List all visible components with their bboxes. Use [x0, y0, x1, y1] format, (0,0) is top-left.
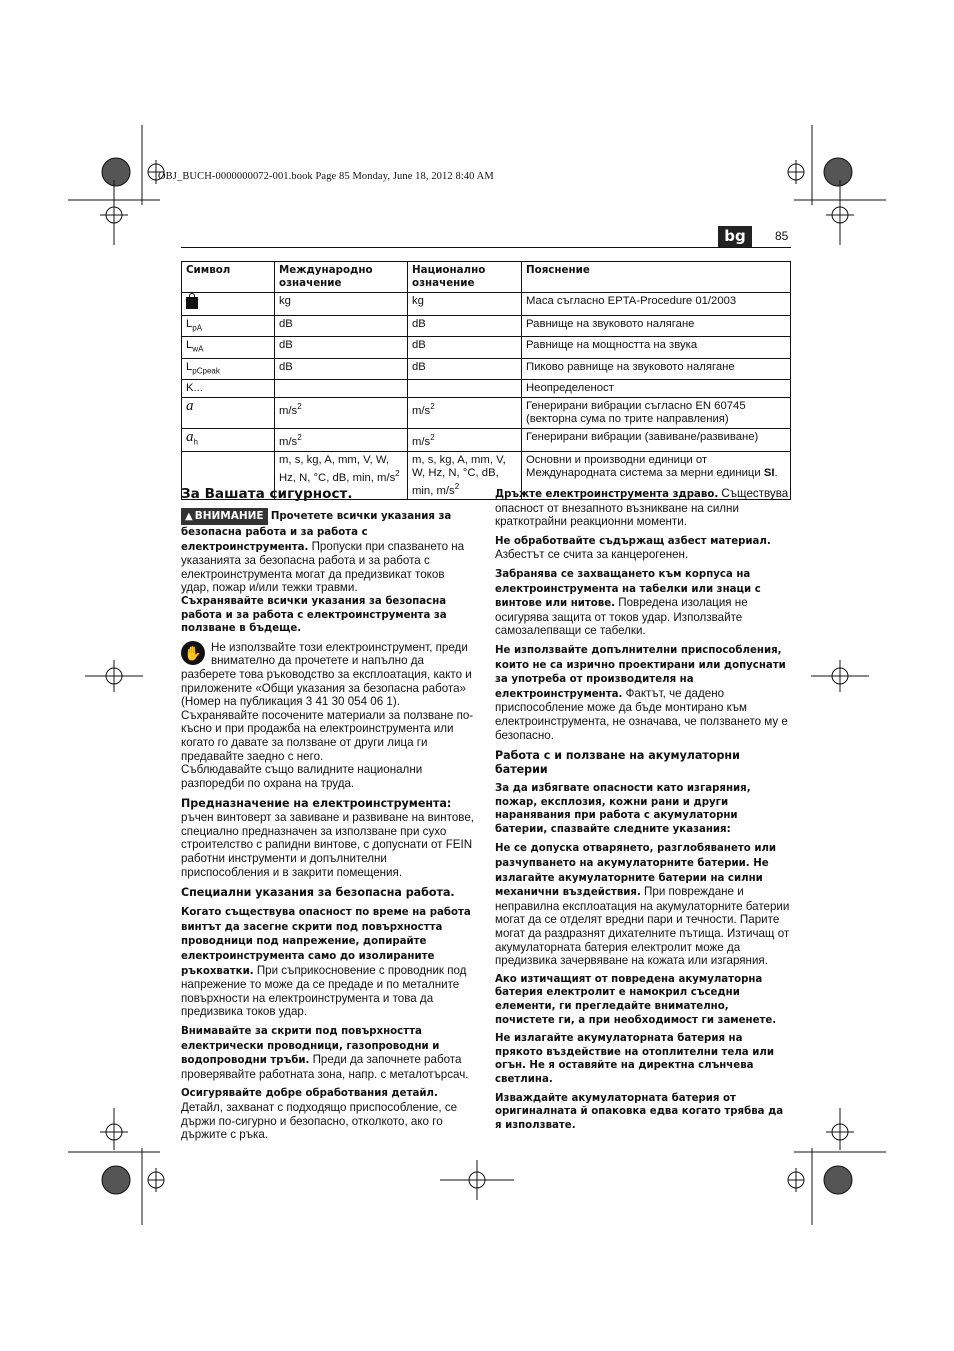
table-cell: Пиково равнище на звуковото налягане	[522, 358, 791, 379]
read-manual-paragraph: ✋ Не използвайте този електроинструмент, преди внимателно да прочетете и напълно да разберете това ръководство за експлоатация, както и приложените «Общи указания за безопасна работа» (Номер на публикация 3 41 30 054 06 1). Съхранявайте посочените материали за ползване по-късно и при продажба на електроинструмента или когато го давате за ползване от други лица ги предавайте заедно с него.	[181, 640, 474, 763]
table-header-row	[182, 262, 791, 293]
table-cell: $m/s^2$	[408, 397, 522, 428]
table-header: Международно означение	[275, 262, 408, 293]
special-title: Специални указания за безопасна работа.	[181, 886, 455, 900]
regulations-paragraph: Съблюдавайте също валидните национални разпоредби по охрана на труда.	[181, 763, 423, 790]
table-cell-symbol: K...	[182, 379, 275, 397]
paragraph: Забранява се захващането към корпуса на електроинструмента на табелки или знаци с винтове или нитове. Повредена изолация не осигурява защита от токов удар. Използвайте самозалепващи се табелки.	[495, 568, 761, 638]
paragraph: Ако изтичащият от повредена акумулаторна батерия електролит е намокрил съседни елементи, ги прегледайте внимателно, почистете ги, а при необходимост ги заменете.	[495, 973, 777, 1026]
table-row	[182, 397, 791, 428]
read-manual-icon: ✋	[181, 641, 205, 665]
table-cell: Маса съгласно EPTA-Procedure 01/2003	[522, 293, 791, 316]
table-header: Пояснение	[522, 262, 791, 293]
table-cell	[408, 379, 522, 397]
paragraph: Не използвайте допълнителни приспособления, които не са изрично проектирани или допуснати за употреба от производителя на електроинструмента. Фактът, че дадено приспособление може да бъде монтирано към електроинструмента, не означава, че ползването му е безопасно.	[495, 644, 788, 742]
table-cell: dB	[408, 337, 522, 358]
table-header: Символ	[182, 262, 275, 293]
table-cell-symbol: $a_h$	[182, 428, 275, 451]
paragraph: Осигурявайте добре обработвания детайл. Детайл, захванат с подходящо приспособление, се държи по-сигурно и безопасно, отколкото, ако го държите с ръка.	[181, 1088, 458, 1142]
table-cell: m, s, kg, A, mm, V, W, Hz, N, °C, dB, min, $m/s^2$	[408, 451, 522, 500]
table-cell-symbol: $L_{pA}$	[182, 316, 275, 337]
weight-icon	[186, 297, 198, 309]
table-cell: dB	[408, 358, 522, 379]
table-cell: Генерирани вибрации съгласно EN 60745 (векторна сума по трите направления)	[522, 397, 791, 428]
symbol-table	[181, 261, 791, 500]
table-cell: dB	[275, 358, 408, 379]
table-row	[182, 337, 791, 358]
table-cell: kg	[275, 293, 408, 316]
table-cell-symbol: a	[182, 397, 275, 428]
table-row	[182, 293, 791, 316]
table-row	[182, 379, 791, 397]
table-cell-symbol	[182, 293, 275, 316]
table-cell: kg	[408, 293, 522, 316]
paragraph: Не се допуска отварянето, разглобяването или разчупването на акумулаторните батерии. Не излагайте акумулаторните батерии на силни механични въздействия. При повреждане и неправилна експлоатация на акумулаторните батерии могат да се отделят вредни пари и течности. Парите могат да раздразнят дихателните пътища. Изтичащ от акумулаторната батерия електролит може да предизвика зачервяване на кожата или изгаряния.	[495, 843, 790, 968]
table-cell: Генерирани вибрации (завиване/развиване)	[522, 428, 791, 451]
table-cell: Равнище на звуковото налягане	[522, 316, 791, 337]
file-header: OBJ_BUCH-0000000072-001.book Page 85 Monday, June 18, 2012 8:40 AM	[158, 171, 494, 182]
table-cell: m, s, kg, A, mm, V, W, Hz, N, °C, dB, min, $m/s^2$	[275, 451, 408, 500]
paragraph: Не излагайте акумулаторната батерия на прякото въздействие на отоплителни тела или огън. Не я оставяйте на директна слънчева светлина.	[495, 1033, 774, 1085]
table-row	[182, 358, 791, 379]
paragraph: Внимавайте за скрити под повърхността електрически проводници, газопроводни и водопроводни тръби. Преди да започнете работа проверявайте работната зона, напр. с металотърсач.	[181, 1026, 469, 1081]
battery-title: Работа с и ползване на акумулаторни батерии	[495, 749, 740, 777]
table-cell: $m/s^2$	[275, 428, 408, 451]
paragraph: Изваждайте акумулаторната батерия от оригиналната й опаковка едва когато трябва да я използвате.	[495, 1092, 784, 1131]
warning-triangle-icon: ▲	[185, 511, 193, 522]
page-number: 85	[775, 229, 789, 243]
paragraph: Дръжте електроинструмента здраво. Съществува опасност от внезапното възникване на силни краткотрайни реакционни моменти.	[495, 487, 789, 529]
paragraph: Не обработвайте съдържащ азбест материал. Азбестът се счита за канцерогенен.	[495, 535, 771, 562]
paragraph: Когато съществува опасност по време на работа винтът да засегне скрити под повърхността проводници под напрежение, допирайте електроинструмента само до изолираните ръкохватки. При съприкосновение с проводник под напрежение то може да се предаде и по металните повърхности на електроинструмента и това да предизвика токов удар.	[181, 907, 471, 1019]
warning-badge: ▲ ВНИМАНИЕ	[181, 508, 268, 525]
purpose-title: Предназначение на електроинструмента:	[181, 797, 452, 811]
table-cell: dB	[408, 316, 522, 337]
paragraph: За да избягвате опасности като изгаряния, пожар, експлозия, кожни рани и други наранявания при работа с акумулаторни батерии, спазвайте следните указания:	[495, 783, 751, 835]
header-rule	[181, 247, 791, 248]
table-cell: dB	[275, 337, 408, 358]
warning-paragraph: ▲ ВНИМАНИЕ Прочетете всички указания за безопасна работа и за работа с електроинструмента. Пропуски при спазването на указанията за безопасна работа и за работа с електроинструмента могат да предизвикат токов удар, пожар и/или тежки травми.	[181, 510, 465, 595]
language-badge: bg	[718, 226, 752, 247]
left-column	[181, 486, 475, 1142]
table-cell: Равнище на мощността на звука	[522, 337, 791, 358]
table-row	[182, 316, 791, 337]
table-row	[182, 428, 791, 451]
section-title: За Вашата сигурност.	[181, 486, 353, 502]
table-cell: $m/s^2$	[275, 397, 408, 428]
table-cell: Неопределеност	[522, 379, 791, 397]
right-column	[495, 487, 791, 1132]
table-cell: Основни и производни единици от Международната система за мерни единици SI.	[522, 451, 791, 500]
table-cell: dB	[275, 316, 408, 337]
table-cell	[275, 379, 408, 397]
purpose-text: ръчен винтоверт за завиване и развиване на винтове, специално предназначен за използване при сухо строителство с рапидни винтове, с допуснати от FEIN работни инструменти и допълнителни приспособления и в закрити помещения.	[181, 811, 475, 879]
keep-instructions: Съхранявайте всички указания за безопасна работа и за работа с електроинструмента за ползване в бъдеще.	[181, 595, 447, 635]
table-cell: $m/s^2$	[408, 428, 522, 451]
table-cell-symbol: $L_{pCpeak}$	[182, 358, 275, 379]
table-header: Национално означение	[408, 262, 522, 293]
table-cell-symbol: $L_{wA}$	[182, 337, 275, 358]
